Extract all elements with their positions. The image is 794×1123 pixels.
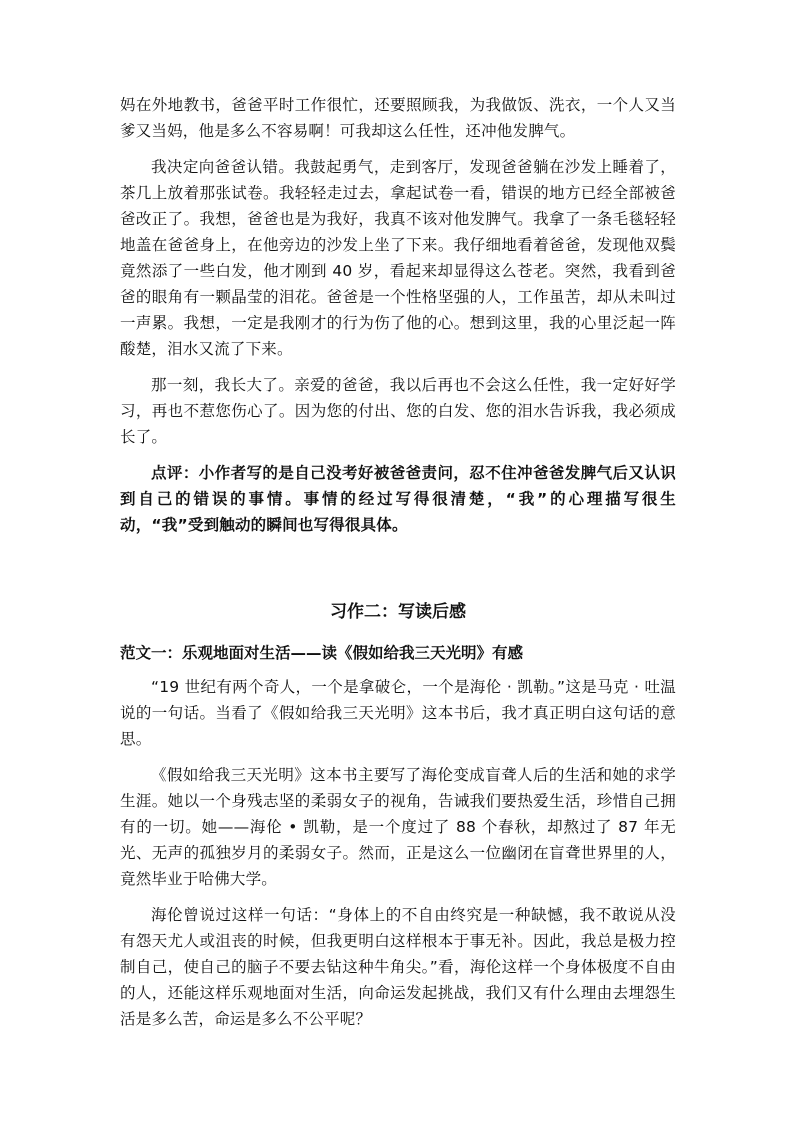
essay2-paragraph-3: 海伦曾说过这样一句话：“身体上的不自由终究是一种缺憾，我不敢说从没有怨天尤人或沮丧的时候，但我更明白这样根本于事无补。因此，我总是极力控制自己，使自己的脑子不要去钻这种牛角尖。”看，海伦这样一个身体极度不自由的人，还能这样乐观地面对生活，向命运发起挑战，我们又有什么理由去埋怨生活是多么苦，命运是多么不公平呢？ bbox=[120, 906, 676, 1028]
essay2-paragraph-2: 《假如给我三天光明》这本书主要写了海伦变成盲聋人后的生活和她的求学生涯。她以一个身残志坚的柔弱女子的视角，告诫我们要热爱生活，珍惜自己拥有的一切。她——海伦 • 凯勒，是一个度过了 88 个春秋，却熬过了 87 年无光、无声的孤独岁月的柔弱女子。然而，正是这么一位幽闭在盲聋世界里的人，竟然毕业于哈佛大学。 bbox=[120, 766, 676, 888]
essay1-comment: 点评：小作者写的是自己没考好被爸爸责问，忍不住冲爸爸发脾气后又认识到自己的错误的事情。事情的经过写得很清楚，“我”的心理描写很生动，“我”受到触动的瞬间也写得很具体。 bbox=[120, 464, 676, 534]
sample-essay-title: 范文一：乐观地面对生活——读《假如给我三天光明》有感 bbox=[120, 644, 524, 662]
essay2-paragraph-1: “19 世纪有两个奇人，一个是拿破仑，一个是海伦 · 凯勒。”这是马克 · 吐温说的一句话。当看了《假如给我三天光明》这本书后，我才真正明白这句话的意思。 bbox=[120, 678, 676, 748]
essay1-paragraph-1: 妈在外地教书，爸爸平时工作很忙，还要照顾我，为我做饭、洗衣，一个人又当爹又当妈，他是多么不容易啊！可我却这么任性，还冲他发脾气。 bbox=[120, 96, 676, 140]
section-title: 习作二：写读后感 bbox=[330, 602, 466, 622]
essay1-paragraph-3: 那一刻，我长大了。亲爱的爸爸，我以后再也不会这么任性，我一定好好学习，再也不惹您伤心了。因为您的付出、您的白发、您的泪水告诉我，我必须成长了。 bbox=[120, 376, 676, 446]
document-page bbox=[120, 92, 676, 1042]
essay1-paragraph-2: 我决定向爸爸认错。我鼓起勇气，走到客厅，发现爸爸躺在沙发上睡着了，茶几上放着那张试卷。我轻轻走过去，拿起试卷一看，错误的地方已经全部被爸爸改正了。我想，爸爸也是为我好，我真不该对他发脾气。我拿了一条毛毯轻轻地盖在爸爸身上，在他旁边的沙发上坐了下来。我仔细地看着爸爸，发现他双鬓竟然添了一些白发，他才刚到 40 岁，看起来却显得这么苍老。突然，我看到爸爸的眼角有一颗晶莹的泪花。爸爸是一个性格坚强的人，工作虽苦，却从未叫过一声累。我想，一定是我刚才的行为伤了他的心。想到这里，我的心里泛起一阵酸楚，泪水又流了下来。 bbox=[120, 158, 676, 358]
